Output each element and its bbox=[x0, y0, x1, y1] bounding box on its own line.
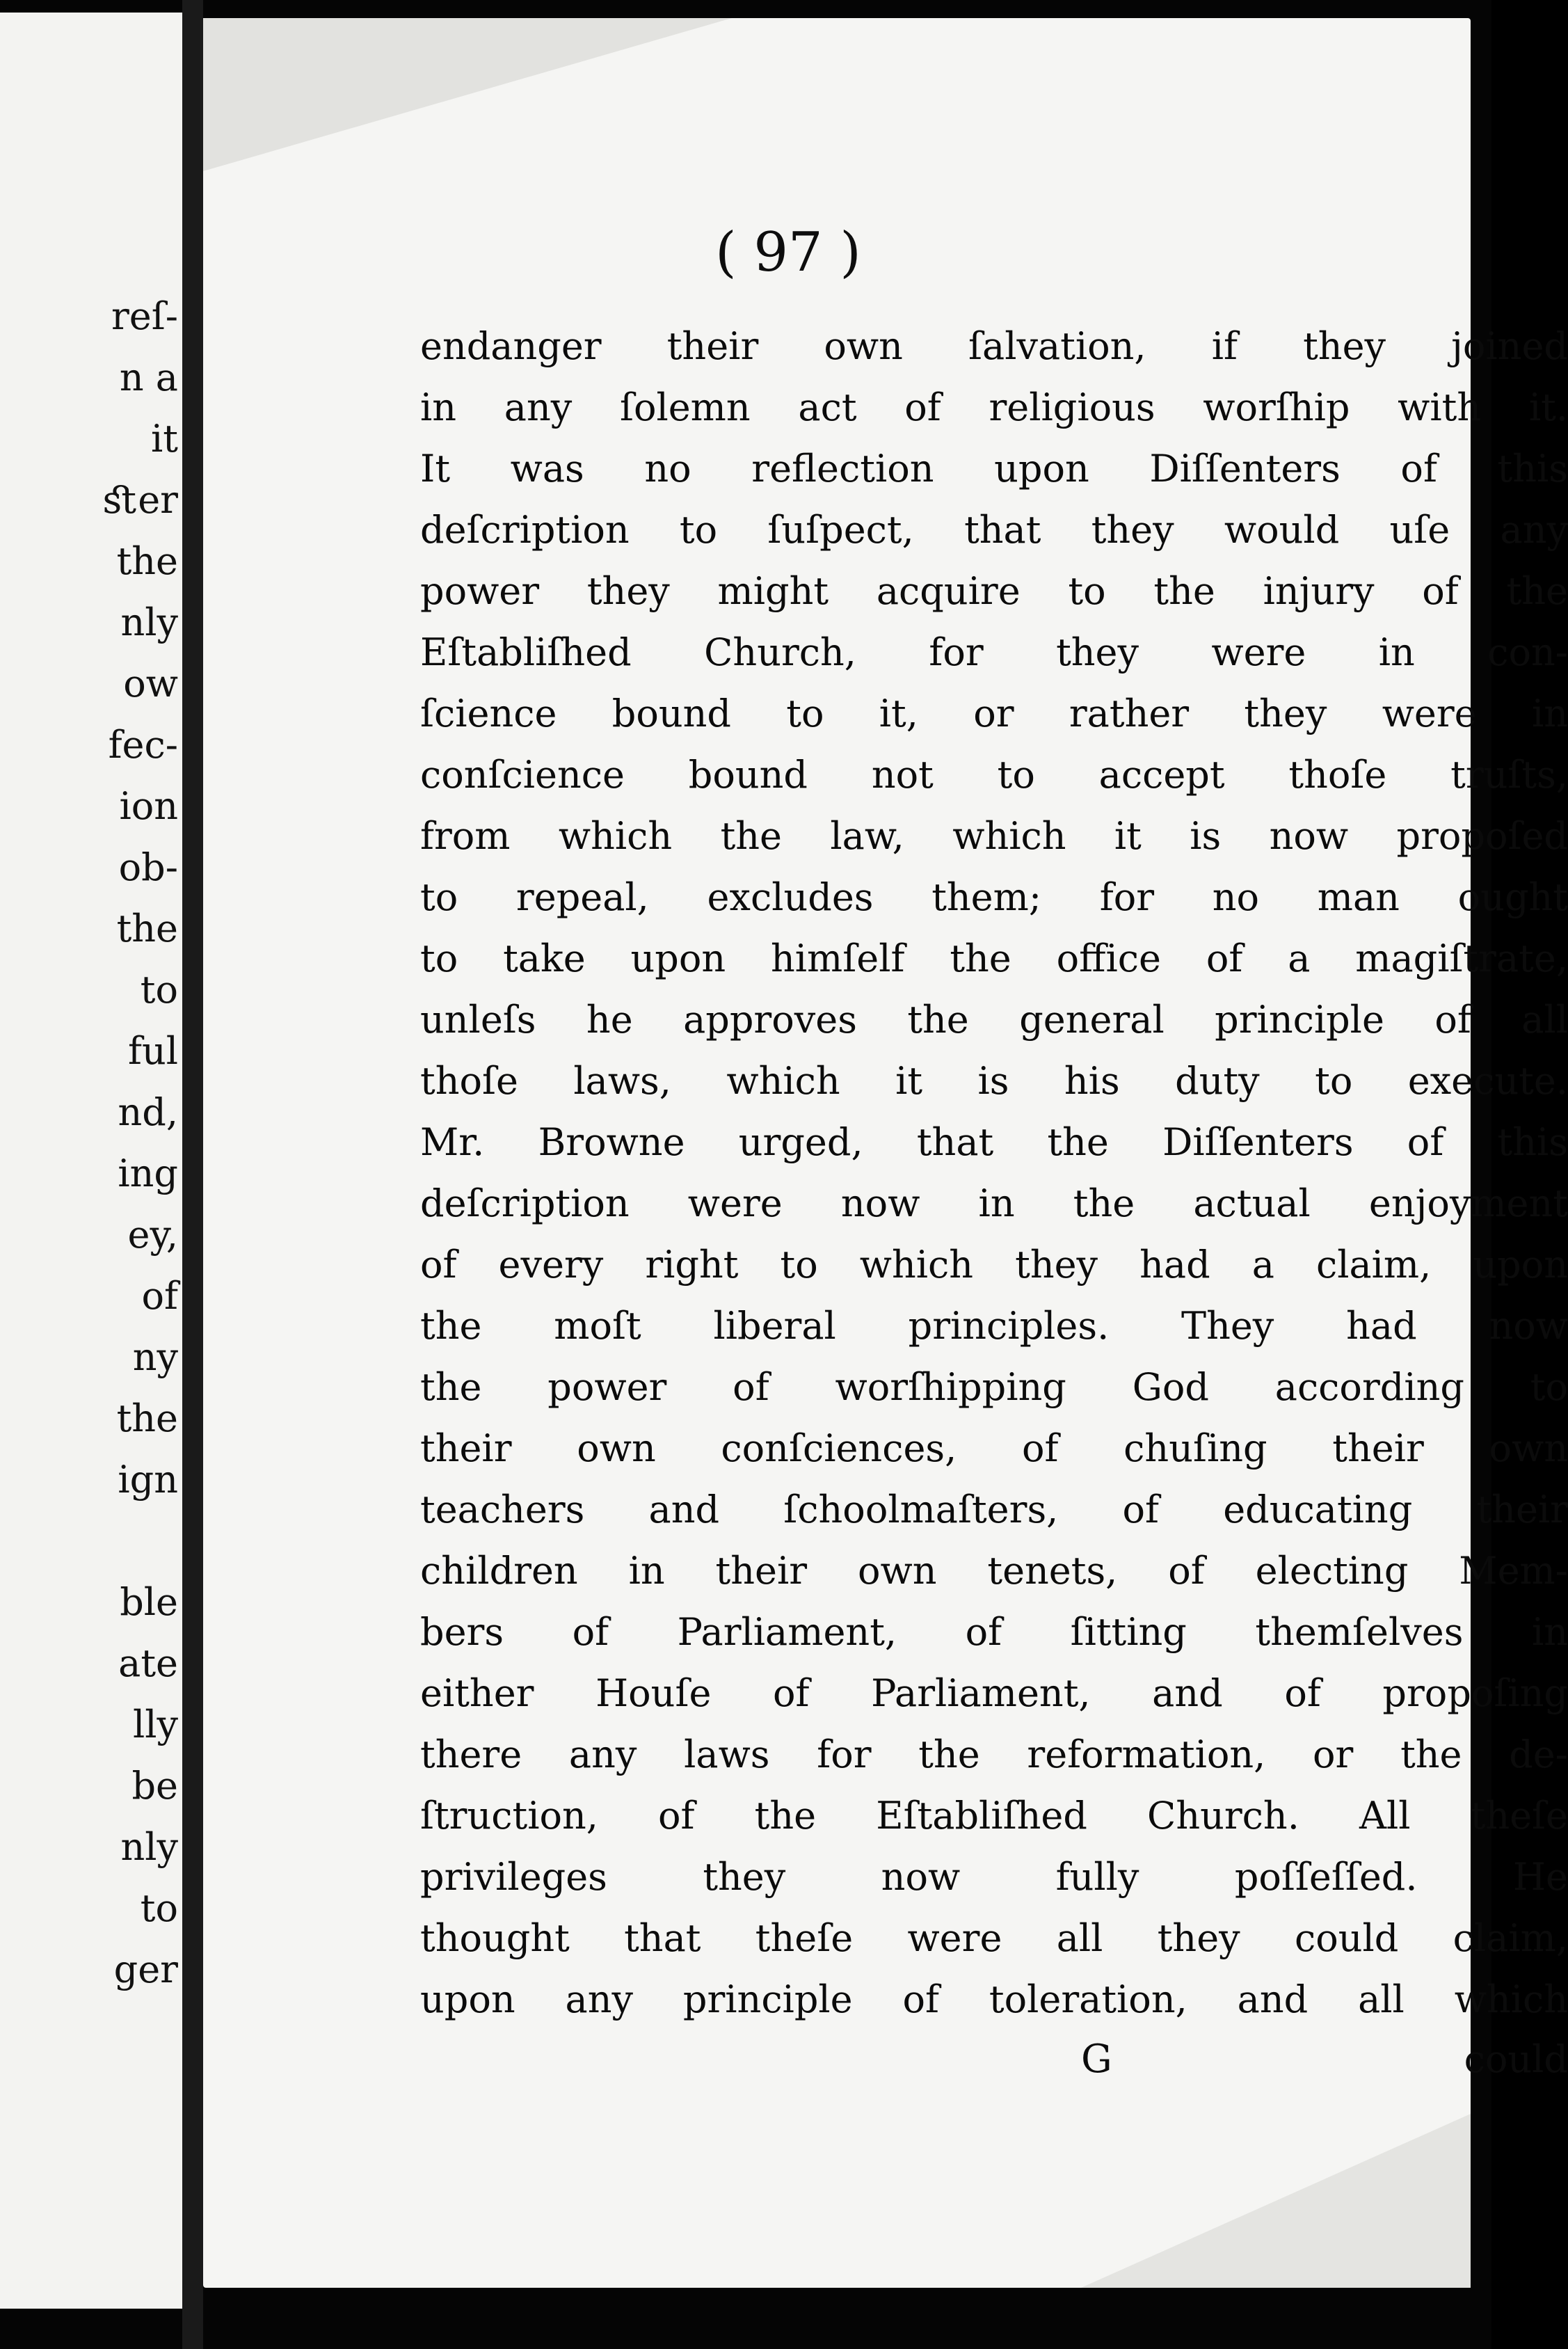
left-page-text-fragment: ey, bbox=[127, 1213, 178, 1257]
left-page-text-fragment: ion bbox=[119, 784, 178, 828]
text-line: upon any principle of toleration, and all which bbox=[420, 1977, 1568, 2021]
book-gutter bbox=[182, 0, 203, 2349]
text-line: Eſtabliſhed Church, for they were in con- bbox=[420, 630, 1568, 674]
left-page-text-fragment: ow bbox=[123, 662, 178, 706]
left-page-text-fragment: ﬆer bbox=[102, 478, 178, 522]
text-line: endanger their own ſalvation, if they joined bbox=[420, 324, 1568, 368]
text-line: from which the law, which it is now propoſed bbox=[420, 814, 1568, 858]
text-line: Mr. Browne urged, that the Diſſenters of this bbox=[420, 1120, 1568, 1164]
left-page-text-fragment: to bbox=[140, 968, 178, 1012]
text-line: either Houſe of Parliament, and of propoſing bbox=[420, 1671, 1568, 1715]
left-page-fragment bbox=[0, 13, 182, 2309]
text-line: to take upon himſelf the office of a magiſtrate, bbox=[420, 937, 1568, 980]
page-footer bbox=[420, 2029, 1568, 2090]
folded-corner-bottom bbox=[1081, 2114, 1471, 2288]
text-line: of every right to which they had a claim, upon bbox=[420, 1243, 1568, 1287]
text-line: in any ſolemn act of religious worſhip with it. bbox=[420, 385, 1568, 429]
left-page-text-fragment: be bbox=[131, 1764, 178, 1808]
left-page-text-fragment: nd, bbox=[118, 1090, 178, 1134]
left-page-text-fragment: lly bbox=[132, 1703, 178, 1746]
book-page bbox=[203, 18, 1568, 2288]
catchword: could bbox=[1464, 2037, 1568, 2081]
left-page-text-fragment: ing bbox=[118, 1152, 178, 1195]
text-line: It was no reflection upon Diſſenters of this bbox=[420, 447, 1568, 491]
left-page-text-fragment: n a bbox=[119, 356, 178, 399]
left-page-text-fragment: ger bbox=[113, 1948, 178, 1991]
left-page-text-fragment: ob- bbox=[118, 845, 178, 889]
left-page-text-fragment: nly bbox=[120, 1825, 178, 1869]
text-line: deſcription were now in the actual enjoyment bbox=[420, 1181, 1568, 1225]
text-line: conſcience bound not to accept thoſe truſts, bbox=[420, 753, 1568, 797]
left-page-text-fragment: of bbox=[141, 1274, 178, 1318]
body-text bbox=[420, 316, 1568, 2030]
text-line: teachers and ſchoolmaſters, of educating their bbox=[420, 1488, 1568, 1531]
left-page-text-fragment: reſ- bbox=[111, 294, 178, 338]
text-line: the moſt liberal principles. They had now bbox=[420, 1304, 1568, 1348]
text-line: deſcription to ſuſpect, that they would uſe any bbox=[420, 508, 1568, 552]
left-page-text-fragment: the bbox=[116, 539, 178, 583]
text-line: the power of worſhipping God according to bbox=[420, 1365, 1568, 1409]
text-line: power they might acquire to the injury of the bbox=[420, 569, 1568, 613]
folded-corner-top bbox=[203, 18, 732, 171]
text-line: ſtruction, of the Eſtabliſhed Church. All theſe bbox=[420, 1794, 1568, 1838]
text-line: there any laws for the reformation, or the de- bbox=[420, 1733, 1568, 1776]
text-line: ſcience bound to it, or rather they were in bbox=[420, 692, 1568, 735]
text-line: unleſs he approves the general principle of all bbox=[420, 998, 1568, 1042]
text-line: thoſe laws, which it is his duty to execute. bbox=[420, 1059, 1568, 1103]
text-line: privileges they now fully poſſeſſed. He bbox=[420, 1855, 1568, 1899]
left-page-text-fragment: ign bbox=[118, 1458, 178, 1502]
signature-mark: G bbox=[1081, 2037, 1112, 2082]
text-line: to repeal, excludes them; for no man ought bbox=[420, 875, 1568, 919]
left-page-text-fragment: the bbox=[116, 907, 178, 950]
left-page-text-fragment: ny bbox=[132, 1335, 178, 1379]
left-page-text-fragment: the bbox=[116, 1396, 178, 1440]
text-line: bers of Parliament, of ſitting themſelves in bbox=[420, 1610, 1568, 1654]
left-page-text-fragment: nly bbox=[120, 600, 178, 644]
text-line: their own conſciences, of chuſing their own bbox=[420, 1426, 1568, 1470]
text-line: thought that theſe were all they could claim, bbox=[420, 1916, 1568, 1960]
left-page-text-fragment: ate bbox=[118, 1641, 178, 1685]
page-number: ( 97 ) bbox=[715, 221, 861, 284]
left-page-text-fragment: fec- bbox=[108, 723, 178, 767]
left-page-text-fragment: it bbox=[151, 417, 178, 461]
left-page-text-fragment: ful bbox=[127, 1029, 178, 1073]
left-page-text-fragment: to bbox=[140, 1886, 178, 1930]
left-page-text-fragment: ble bbox=[120, 1580, 178, 1624]
text-line: children in their own tenets, of electing Mem- bbox=[420, 1549, 1568, 1593]
